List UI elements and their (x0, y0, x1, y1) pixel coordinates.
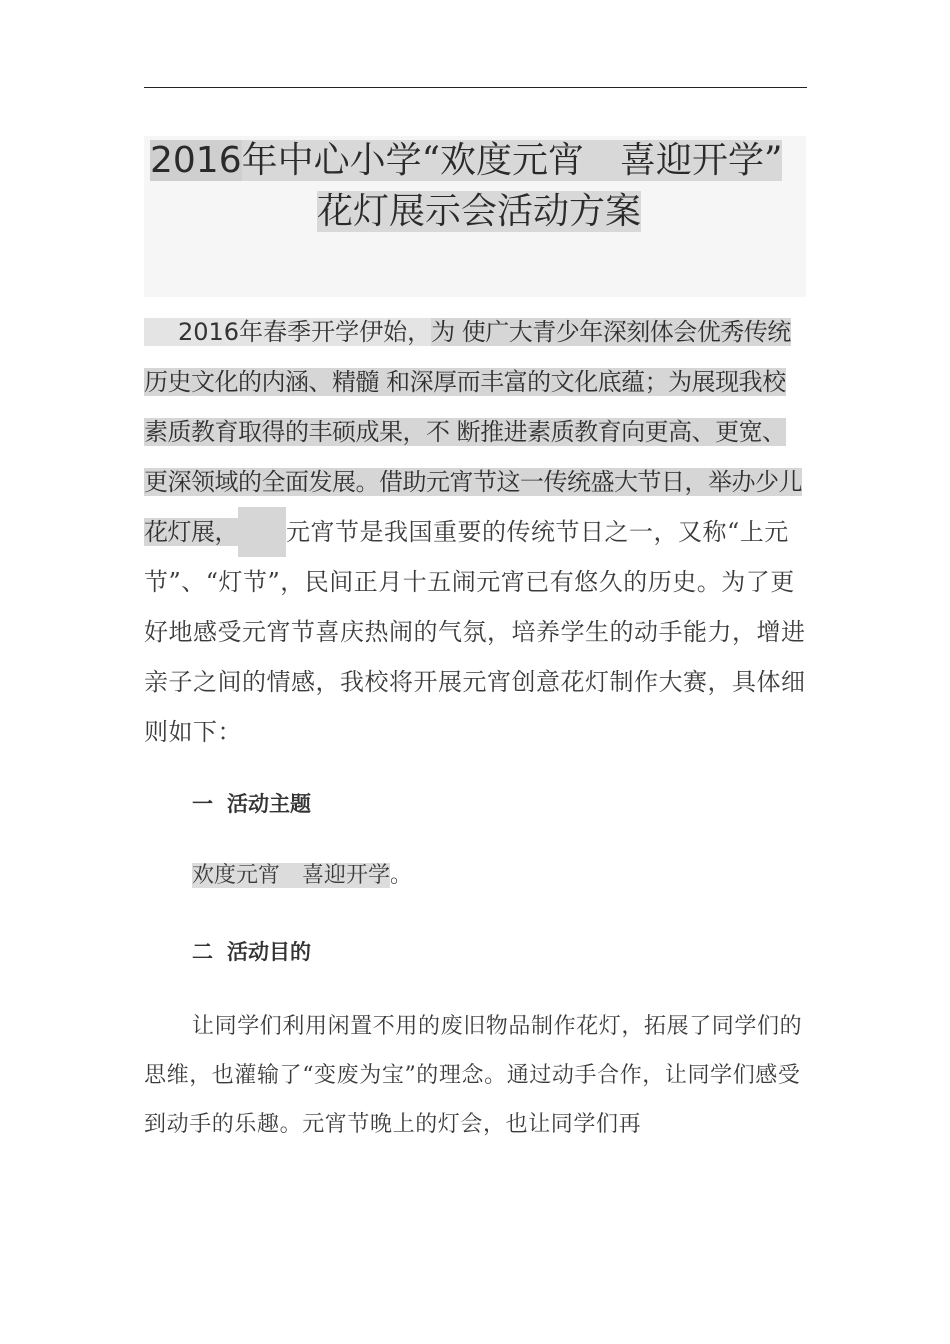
purpose-paragraph: 让同学们利用闲置不用的废旧物品制作花灯，拓展了同学们的思维，也灌输了“变废为宝”的理念。通过动手合作，让同学们感受到动手的乐趣。元宵节晚上的灯会，也让同学们再 (144, 1014, 803, 1137)
section-heading-purpose (192, 936, 311, 966)
section-1-heading: 活动主题 (227, 792, 311, 816)
title-line-2-text: 花灯展示会活动方案 (317, 191, 642, 232)
intro-gap (238, 507, 286, 557)
title-year: 2016 (150, 140, 242, 181)
header-rule (144, 87, 807, 88)
theme-text (192, 860, 412, 892)
section-heading-theme (192, 788, 311, 818)
theme-highlight: 欢度元宵 喜迎开学 (192, 863, 391, 888)
intro-highlight: 为 使广大青少年深刻体会优秀传统历史文化的内涵、精髓 和深厚而丰富的文化底蕴；为展现我校素质教育取得的丰硕成果，不 断推进素质教育向更高、更宽、更深领域的全面发展。借助元宵节这一传统盛大节日，举办少儿花灯展， (144, 318, 802, 546)
section-2-number: 二 (192, 940, 213, 964)
section-1-number: 一 (192, 792, 213, 816)
title-line-1 (150, 138, 782, 184)
title-line-2 (317, 189, 641, 235)
title-line-1-text: 年中心小学“欢度元宵 喜迎开学” (241, 140, 783, 181)
intro-lead-text: 年春季开学伊始， (239, 318, 432, 346)
intro-paragraph (144, 307, 806, 757)
intro-lead-year: 2016 (178, 318, 240, 346)
intro-rest: 元宵节是我国重要的传统节日之一，又称“上元节”、“灯节”，民间正月十五闹元宵已有悠久的历史。为了更好地感受元宵节喜庆热闹的气氛，培养学生的动手能力，增进亲子之间的情感，我校将开展元宵创意花灯制作大赛，具体细则如下： (144, 518, 806, 746)
section-2-heading: 活动目的 (227, 940, 311, 964)
intro-lead (144, 318, 431, 346)
theme-end: 。 (390, 863, 413, 888)
